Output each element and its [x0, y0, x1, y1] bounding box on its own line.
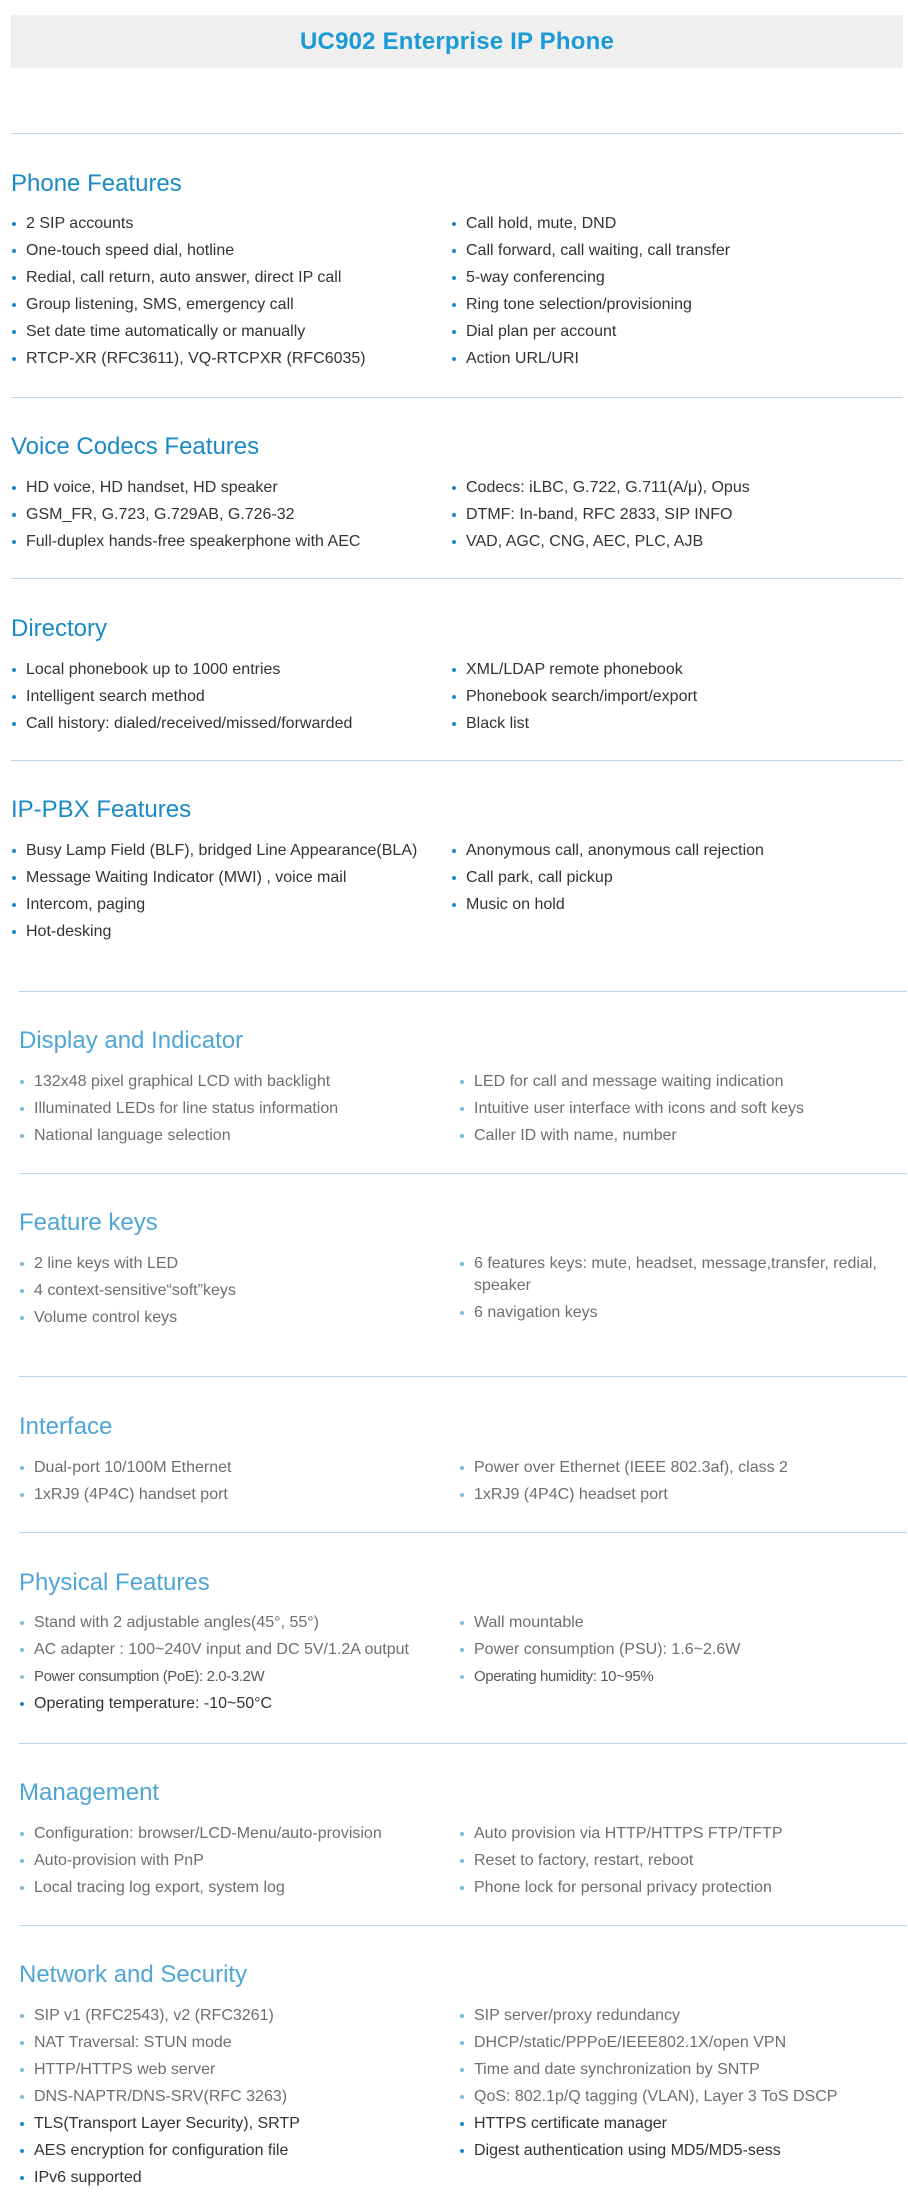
feature-item: HD voice, HD handset, HD speaker — [11, 477, 451, 499]
section-title: Voice Codecs Features — [11, 433, 260, 460]
feature-item: Operating temperature: -10~50°C — [19, 1693, 459, 1715]
feature-item: Wall mountable — [459, 1612, 899, 1634]
feature-item: Ring tone selection/provisioning — [451, 294, 891, 316]
feature-item: Codecs: iLBC, G.722, G.711(A/μ), Opus — [451, 477, 891, 499]
feature-item: Call forward, call waiting, call transfer — [451, 240, 891, 262]
section-divider — [19, 1532, 907, 1533]
section-title: Interface — [19, 1413, 113, 1440]
feature-item: Configuration: browser/LCD-Menu/auto-provision — [19, 1823, 459, 1845]
section-title: IP-PBX Features — [11, 796, 192, 823]
feature-item: Music on hold — [451, 894, 891, 916]
feature-item: IPv6 supported — [19, 2167, 459, 2189]
feature-item: SIP server/proxy redundancy — [459, 2005, 899, 2027]
feature-item: Call history: dialed/received/missed/forwarded — [11, 713, 451, 735]
feature-item: Call park, call pickup — [451, 867, 891, 889]
feature-item: Message Waiting Indicator (MWI) , voice mail — [11, 867, 451, 889]
section-divider — [19, 1743, 907, 1744]
feature-item: Anonymous call, anonymous call rejection — [451, 840, 891, 862]
feature-item: SIP v1 (RFC2543), v2 (RFC3261) — [19, 2005, 459, 2027]
feature-list-right — [451, 840, 891, 921]
feature-item: Stand with 2 adjustable angles(45°, 55°) — [19, 1612, 459, 1634]
section-divider — [11, 133, 903, 134]
section-divider — [19, 1925, 907, 1926]
feature-list-left — [19, 1823, 459, 1904]
feature-item: 2 SIP accounts — [11, 213, 451, 235]
section-divider — [19, 991, 907, 992]
feature-item: VAD, AGC, CNG, AEC, PLC, AJB — [451, 531, 891, 553]
feature-item: TLS(Transport Layer Security), SRTP — [19, 2113, 459, 2135]
feature-list-right — [459, 1823, 899, 1904]
feature-item: DHCP/static/PPPoE/IEEE802.1X/open VPN — [459, 2032, 899, 2054]
feature-list-right — [459, 2005, 899, 2167]
feature-item: 5-way conferencing — [451, 267, 891, 289]
feature-item: DTMF: In-band, RFC 2833, SIP INFO — [451, 504, 891, 526]
feature-item: Dual-port 10/100M Ethernet — [19, 1457, 459, 1479]
feature-item: Intelligent search method — [11, 686, 451, 708]
feature-item: AC adapter : 100~240V input and DC 5V/1.2A output — [19, 1639, 459, 1661]
feature-item: Set date time automatically or manually — [11, 321, 451, 343]
section-divider — [19, 1376, 907, 1377]
feature-list-right — [451, 659, 891, 740]
feature-list-left — [11, 659, 451, 740]
feature-item: Auto-provision with PnP — [19, 1850, 459, 1872]
section-title: Management — [19, 1779, 160, 1806]
section-divider — [11, 578, 903, 579]
feature-item: Dial plan per account — [451, 321, 891, 343]
feature-list-left — [19, 1071, 459, 1152]
section-title: Display and Indicator — [19, 1027, 244, 1054]
feature-item: AES encryption for configuration file — [19, 2140, 459, 2162]
feature-item: Auto provision via HTTP/HTTPS FTP/TFTP — [459, 1823, 899, 1845]
feature-item: Phone lock for personal privacy protection — [459, 1877, 899, 1899]
page-header — [11, 15, 903, 68]
feature-list-right — [451, 477, 891, 558]
feature-item: Action URL/URI — [451, 348, 891, 370]
feature-item: Caller ID with name, number — [459, 1125, 899, 1147]
feature-item: GSM_FR, G.723, G.729AB, G.726-32 — [11, 504, 451, 526]
section-title: Physical Features — [19, 1569, 210, 1596]
feature-list-left — [11, 213, 451, 375]
feature-list-left — [11, 840, 451, 948]
feature-item: HTTP/HTTPS web server — [19, 2059, 459, 2081]
feature-item: Intercom, paging — [11, 894, 451, 916]
feature-item: One-touch speed dial, hotline — [11, 240, 451, 262]
feature-item: Intuitive user interface with icons and soft keys — [459, 1098, 899, 1120]
feature-item: 132x48 pixel graphical LCD with backlight — [19, 1071, 459, 1093]
feature-item: Operating humidity: 10~95% — [459, 1666, 899, 1688]
feature-item: Illuminated LEDs for line status information — [19, 1098, 459, 1120]
feature-item: Local phonebook up to 1000 entries — [11, 659, 451, 681]
feature-list-right — [459, 1071, 899, 1152]
section-title: Network and Security — [19, 1961, 248, 1988]
feature-item: Redial, call return, auto answer, direct IP call — [11, 267, 451, 289]
feature-item: Time and date synchronization by SNTP — [459, 2059, 899, 2081]
section-divider — [19, 1173, 907, 1174]
page-title: UC902 Enterprise IP Phone — [300, 27, 614, 55]
feature-list-left — [19, 1457, 459, 1511]
feature-item: RTCP-XR (RFC3611), VQ-RTCPXR (RFC6035) — [11, 348, 451, 370]
feature-list-left — [19, 1253, 459, 1334]
section-title: Phone Features — [11, 170, 182, 197]
feature-item: Reset to factory, restart, reboot — [459, 1850, 899, 1872]
feature-item: Local tracing log export, system log — [19, 1877, 459, 1899]
feature-item: Busy Lamp Field (BLF), bridged Line Appearance(BLA) — [11, 840, 451, 862]
feature-list-left — [19, 2005, 459, 2194]
feature-item: 6 features keys: mute, headset, message,transfer, redial, speaker — [459, 1253, 899, 1297]
feature-list-right — [459, 1253, 899, 1329]
feature-item: QoS: 802.1p/Q tagging (VLAN), Layer 3 ToS DSCP — [459, 2086, 899, 2108]
feature-item: Call hold, mute, DND — [451, 213, 891, 235]
feature-list-left — [19, 1612, 459, 1720]
feature-item: National language selection — [19, 1125, 459, 1147]
feature-list-left — [11, 477, 451, 558]
feature-item: DNS-NAPTR/DNS-SRV(RFC 3263) — [19, 2086, 459, 2108]
section-divider — [11, 760, 903, 761]
feature-item: XML/LDAP remote phonebook — [451, 659, 891, 681]
section-title: Directory — [11, 615, 108, 642]
section-title: Feature keys — [19, 1209, 158, 1236]
feature-list-right — [459, 1457, 899, 1511]
section-divider — [11, 397, 903, 398]
feature-item: Power consumption (PSU): 1.6~2.6W — [459, 1639, 899, 1661]
feature-item: HTTPS certificate manager — [459, 2113, 899, 2135]
feature-item: Phonebook search/import/export — [451, 686, 891, 708]
feature-item: Digest authentication using MD5/MD5-sess — [459, 2140, 899, 2162]
feature-item: 6 navigation keys — [459, 1302, 899, 1324]
feature-item: NAT Traversal: STUN mode — [19, 2032, 459, 2054]
feature-list-right — [451, 213, 891, 375]
feature-item: Full-duplex hands-free speakerphone with AEC — [11, 531, 451, 553]
feature-item: Group listening, SMS, emergency call — [11, 294, 451, 316]
feature-item: Power over Ethernet (IEEE 802.3af), class 2 — [459, 1457, 899, 1479]
feature-item: Power consumption (PoE): 2.0-3.2W — [19, 1666, 459, 1688]
feature-item: Black list — [451, 713, 891, 735]
feature-item: Volume control keys — [19, 1307, 459, 1329]
feature-item: 4 context-sensitive“soft”keys — [19, 1280, 459, 1302]
feature-item: 1xRJ9 (4P4C) headset port — [459, 1484, 899, 1506]
feature-item: 2 line keys with LED — [19, 1253, 459, 1275]
feature-list-right — [459, 1612, 899, 1693]
feature-item: LED for call and message waiting indication — [459, 1071, 899, 1093]
feature-item: Hot-desking — [11, 921, 451, 943]
feature-item: 1xRJ9 (4P4C) handset port — [19, 1484, 459, 1506]
